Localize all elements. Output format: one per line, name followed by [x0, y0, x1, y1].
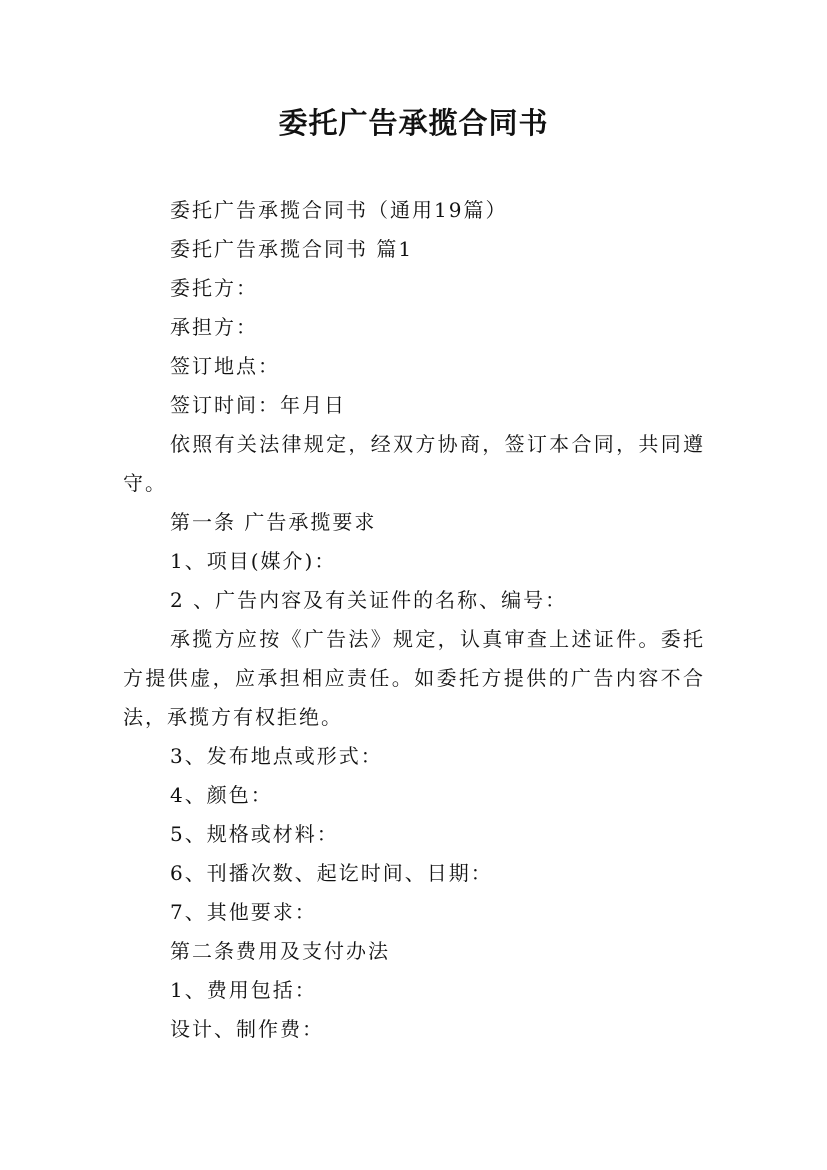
paragraph-item-1: 1、项目(媒介)：	[170, 549, 337, 573]
paragraph-section-title: 委托广告承揽合同书 篇1	[170, 237, 414, 261]
paragraph-design-fee: 设计、制作费：	[170, 1017, 324, 1041]
paragraph-item-4: 4、颜色：	[170, 783, 273, 807]
paragraph-client: 委托方：	[170, 276, 258, 300]
document-title: 委托广告承揽合同书	[278, 106, 549, 140]
paragraph-item-7: 7、其他要求：	[170, 900, 317, 924]
paragraph-fee-item-1: 1、费用包括：	[170, 978, 317, 1002]
paragraph-item-3: 3、发布地点或形式：	[170, 744, 383, 768]
paragraph-agreement: 依照有关法律规定，经双方协商，签订本合同，共同遵守。	[123, 432, 705, 495]
paragraph-signing-place: 签订地点：	[170, 354, 280, 378]
paragraph-signing-time: 签订时间：年月日	[170, 393, 346, 417]
paragraph-article-2: 第二条费用及支付办法	[170, 939, 390, 963]
paragraph-contractor: 承担方：	[170, 315, 258, 339]
paragraph-item-5: 5、规格或材料：	[170, 822, 339, 846]
paragraph-item-2: 2 、广告内容及有关证件的名称、编号：	[170, 588, 568, 612]
paragraph-review-obligation: 承揽方应按《广告法》规定，认真审查上述证件。委托方提供虚，应承担相应责任。如委托方提供的广告内容不合法，承揽方有权拒绝。	[123, 627, 705, 729]
paragraph-item-6: 6、刊播次数、起讫时间、日期：	[170, 861, 493, 885]
document-body	[123, 191, 705, 1049]
paragraph-article-1: 第一条 广告承揽要求	[170, 510, 377, 534]
paragraph-heading: 委托广告承揽合同书（通用19篇）	[170, 198, 508, 222]
